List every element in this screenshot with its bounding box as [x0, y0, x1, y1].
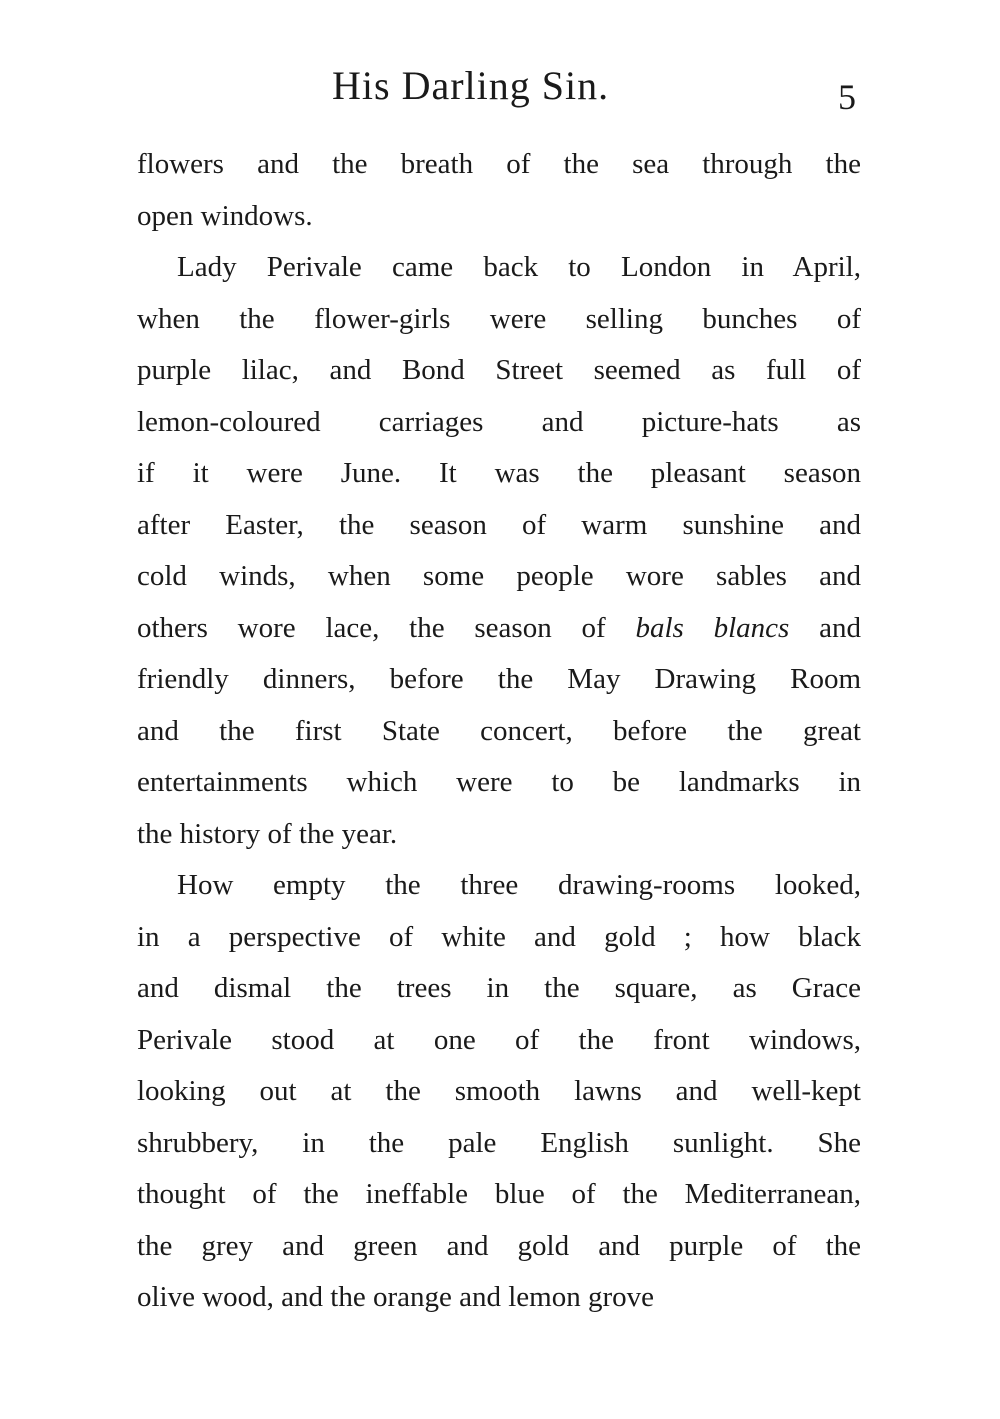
text-line: others wore lace, the season of bals blancs and [137, 611, 861, 644]
text-line: friendly dinners, before the May Drawing Room [137, 663, 861, 695]
text-line: the history of the year. [137, 817, 398, 850]
text-line: entertainments which were to be landmarks in [137, 766, 861, 798]
page-number: 5 [838, 77, 856, 117]
running-head [0, 62, 1000, 122]
paragraph [137, 242, 861, 860]
text-line: lemon-coloured carriages and picture-hats as [137, 405, 861, 438]
running-title: His Darling Sin. [332, 63, 610, 108]
text-line: Perivale stood at one of the front windows, [137, 1023, 861, 1056]
text-line: open windows. [137, 199, 313, 232]
text-line: olive wood, and the orange and lemon grove [137, 1281, 655, 1313]
text-line: after Easter, the season of warm sunshine and [137, 508, 861, 541]
text-line: flowers and the breath of the sea through the [137, 148, 861, 180]
text-line: How empty the three drawing-rooms looked, [177, 869, 861, 901]
text-line: purple lilac, and Bond Street seemed as full of [137, 354, 861, 386]
text-line: when the flower-girls were selling bunches of [137, 302, 861, 335]
text-line: thought of the ineffable blue of the Mediterranean, [137, 1178, 861, 1210]
body-text [137, 139, 861, 1324]
paragraph [137, 860, 861, 1324]
text-line: looking out at the smooth lawns and well-kept [137, 1075, 861, 1107]
text-line: Lady Perivale came back to London in April, [177, 251, 861, 283]
text-line: and the first State concert, before the great [137, 714, 861, 747]
text-line: and dismal the trees in the square, as Grace [137, 972, 861, 1004]
text-line: in a perspective of white and gold ; how black [137, 920, 861, 953]
paragraph [137, 139, 861, 242]
text-line: if it were June. It was the pleasant season [137, 457, 861, 489]
text-line: cold winds, when some people wore sables and [137, 560, 861, 592]
text-line: the grey and green and gold and purple of the [137, 1229, 861, 1262]
text-line: shrubbery, in the pale English sunlight. She [137, 1126, 861, 1159]
